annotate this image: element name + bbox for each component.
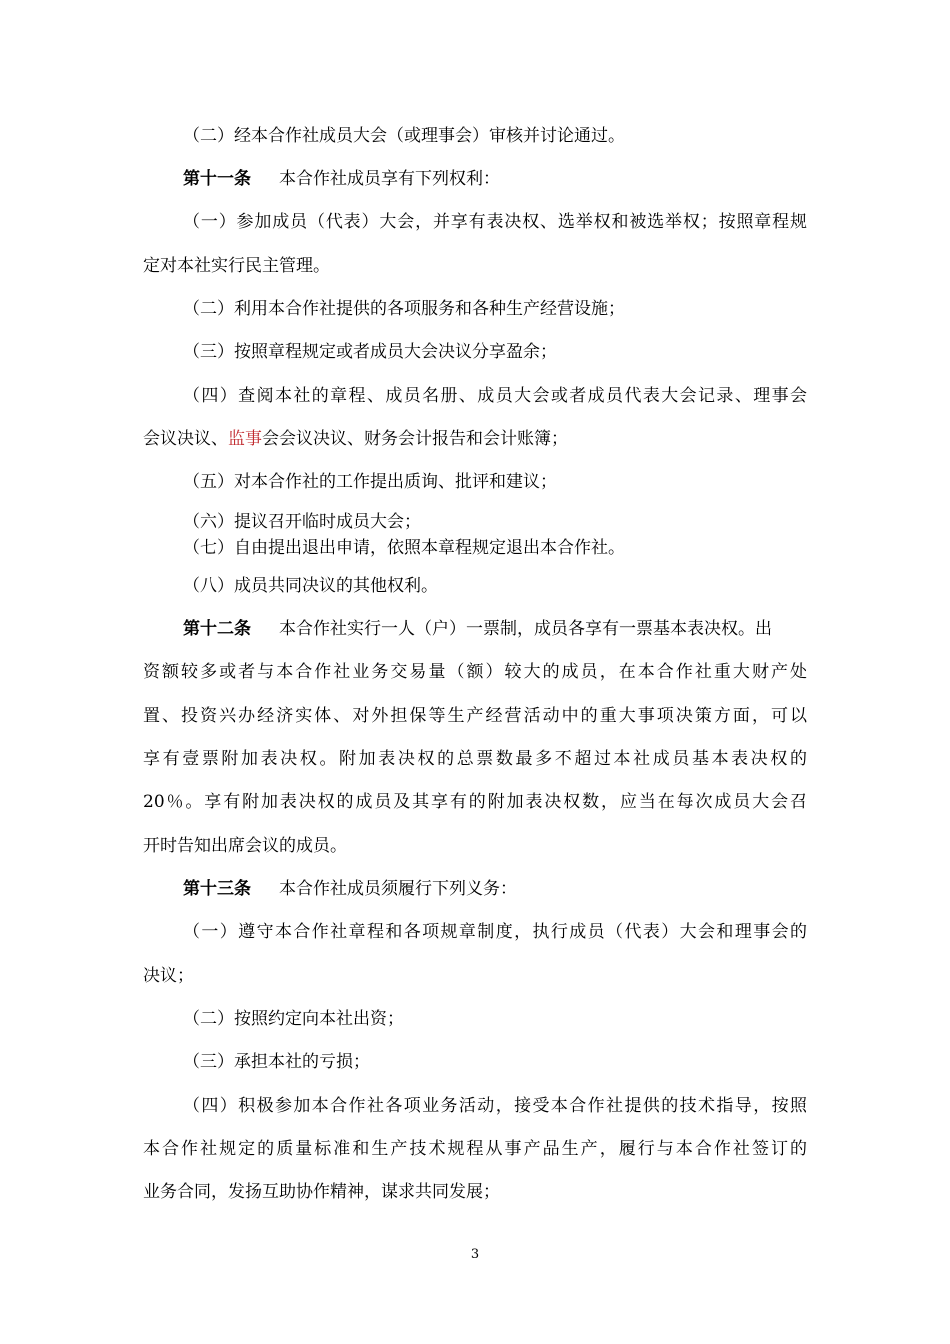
text: （三）按照章程规定或者成员大会决议分享盈余；	[183, 342, 557, 362]
paragraph-line	[0, 574, 950, 598]
paragraph-line	[0, 124, 950, 148]
article-11-heading	[0, 167, 950, 191]
paragraph-line	[143, 790, 807, 814]
text: （五）对本合作社的工作提出质询、批评和建议；	[183, 472, 557, 492]
text: 会议决议、	[143, 429, 228, 449]
paragraph-line	[0, 340, 950, 364]
paragraph-line	[0, 1007, 950, 1031]
text: （三）承担本社的亏损；	[183, 1052, 370, 1072]
paragraph-line	[0, 510, 950, 534]
paragraph-line	[0, 1180, 950, 1204]
text: （八）成员共同决议的其他权利。	[183, 576, 438, 596]
text: （二）经本合作社成员大会（或理事会）审核并讨论通过。	[183, 126, 625, 146]
text: 20％。享有附加表决权的成员及其享有的附加表决权数，应当在每次成员大会召	[143, 792, 807, 812]
text: （二）按照约定向本社出资；	[183, 1009, 404, 1029]
paragraph-line	[0, 1050, 950, 1074]
paragraph-line	[143, 704, 807, 728]
text: （四）积极参加本合作社各项业务活动，接受本合作社提供的技术指导，按照	[183, 1096, 807, 1116]
paragraph-line	[0, 427, 950, 451]
paragraph-line	[183, 1094, 807, 1118]
text: （六）提议召开临时成员大会；	[183, 512, 421, 532]
paragraph-line	[0, 297, 950, 321]
paragraph-line	[0, 470, 950, 494]
highlighted-text: 监事	[228, 429, 262, 449]
article-text: 本合作社成员须履行下列义务：	[279, 879, 517, 899]
paragraph-line	[183, 210, 807, 234]
text: （二）利用本合作社提供的各项服务和各种生产经营设施；	[183, 299, 625, 319]
paragraph-line	[183, 920, 807, 944]
text: 开时告知出席会议的成员。	[143, 836, 347, 856]
article-12-heading	[183, 617, 772, 641]
paragraph-line	[183, 384, 807, 408]
text: 会会议决议、财务会计报告和会计账簿；	[262, 429, 568, 449]
article-number: 第十一条	[183, 169, 251, 189]
paragraph-line	[143, 660, 807, 684]
text: 定对本社实行民主管理。	[143, 256, 330, 276]
text: （七）自由提出退出申请，依照本章程规定退出本合作社。	[183, 538, 625, 558]
article-number: 第十二条	[183, 619, 251, 639]
paragraph-line	[143, 1137, 807, 1161]
paragraph-line	[0, 254, 950, 278]
text: 享有壹票附加表决权。附加表决权的总票数最多不超过本社成员基本表决权的	[143, 749, 807, 769]
paragraph-line	[0, 964, 950, 988]
article-number: 第十三条	[183, 879, 251, 899]
article-text: 本合作社实行一人（户）一票制，成员各享有一票基本表决权。出	[279, 619, 772, 639]
text: 置、投资兴办经济实体、对外担保等生产经营活动中的重大事项决策方面，可以	[143, 706, 807, 726]
paragraph-line	[0, 536, 950, 560]
paragraph-line	[143, 747, 807, 771]
text: 资额较多或者与本合作社业务交易量（额）较大的成员，在本合作社重大财产处	[143, 662, 807, 682]
text: 本合作社规定的质量标准和生产技术规程从事产品生产，履行与本合作社签订的	[143, 1139, 807, 1159]
article-13-heading	[0, 877, 950, 901]
text: （四）查阅本社的章程、成员名册、成员大会或者成员代表大会记录、理事会	[183, 386, 807, 406]
paragraph-line	[0, 834, 950, 858]
text: （一）参加成员（代表）大会，并享有表决权、选举权和被选举权；按照章程规	[183, 212, 807, 232]
text: 业务合同，发扬互助协作精神，谋求共同发展；	[143, 1182, 500, 1202]
text: （一）遵守本合作社章程和各项规章制度，执行成员（代表）大会和理事会的	[183, 922, 807, 942]
text: 决议；	[143, 966, 194, 986]
article-text: 本合作社成员享有下列权利：	[279, 169, 500, 189]
page-number: 3	[470, 1247, 480, 1262]
